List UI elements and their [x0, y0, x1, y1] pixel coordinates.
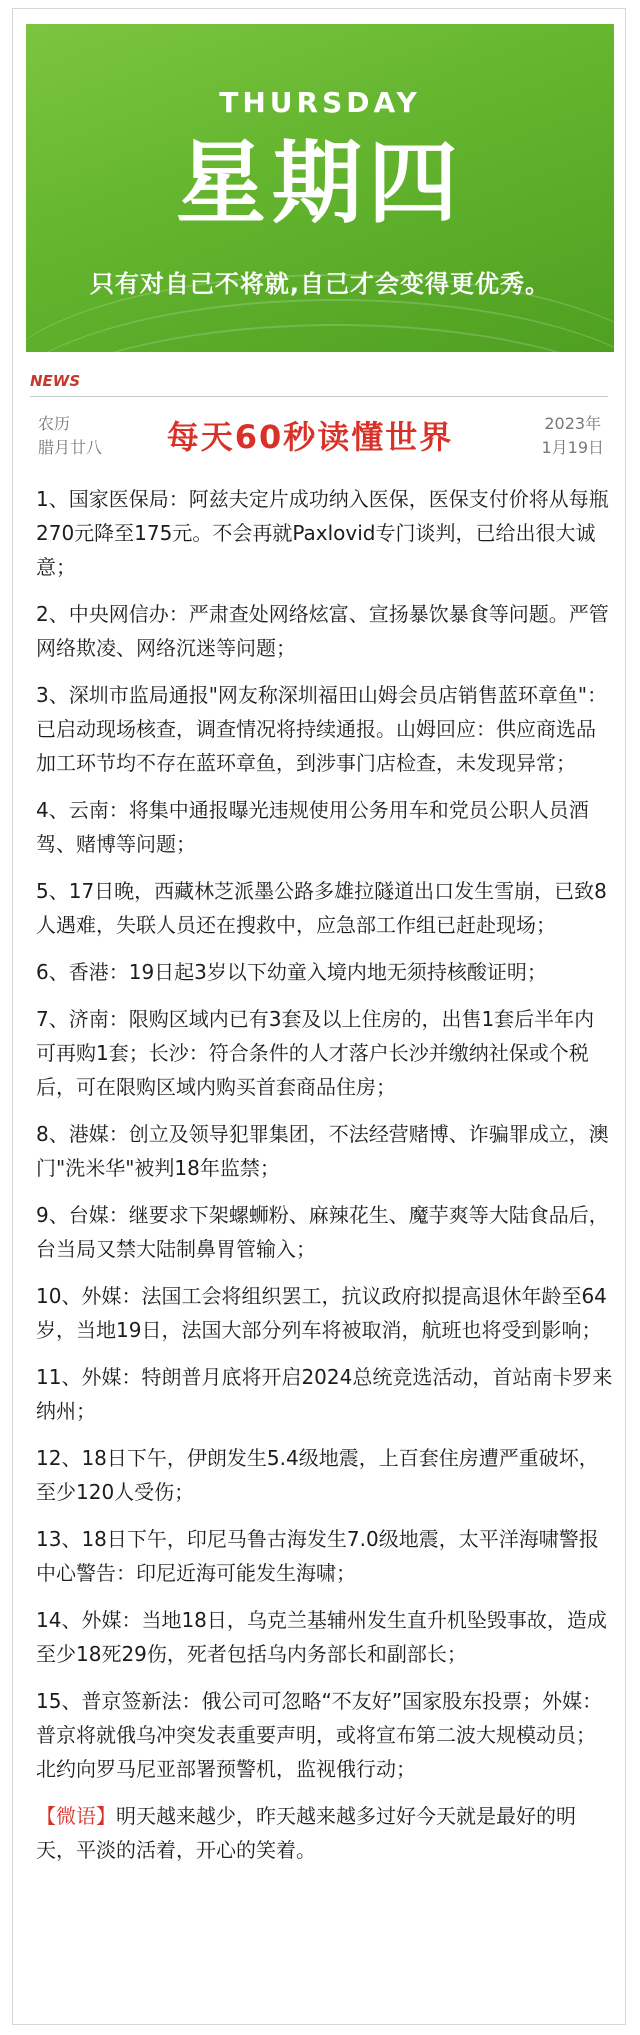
gregorian-date-block — [541, 412, 604, 460]
daily-motto: 只有对自己不将就,自己才会变得更优秀。 — [89, 270, 551, 298]
lunar-label: 农历 — [38, 414, 71, 433]
weekday-chinese: 星期四 — [176, 131, 464, 236]
news-item: 11、外媒：特朗普月底将开启2024总统竞选活动，首站南卡罗来纳州； — [36, 1365, 613, 1423]
date-day: 1月19日 — [541, 438, 604, 457]
news-item: 3、深圳市监局通报"网友称深圳福田山姆会员店销售蓝环章鱼"：已启动现场核查，调查情况将持续通报。山姆回应：供应商选品加工环节均不存在蓝环章鱼，到涉事门店检查，未发现异常； — [36, 683, 608, 775]
news-item: 4、云南：将集中通报曝光违规使用公务用车和党员公职人员酒驾、赌博等问题； — [36, 798, 589, 856]
news-item: 2、中央网信办：严肃查处网络炫富、宣扬暴饮暴食等问题。严管网络欺凌、网络沉迷等问题； — [36, 602, 609, 660]
page-title: 每天60秒读懂世界 — [166, 418, 454, 456]
news-item: 9、台媒：继要求下架螺蛳粉、麻辣花生、魔芋爽等大陆食品后，台当局又禁大陆制鼻胃管输入； — [36, 1203, 609, 1261]
news-item: 14、外媒：当地18日，乌克兰基辅州发生直升机坠毁事故，造成至少18死29伤，死者包括乌内务部长和副部长； — [36, 1608, 607, 1666]
news-item: 1、国家医保局：阿兹夫定片成功纳入医保，医保支付价将从每瓶270元降至175元。不会再就Paxlovid专门谈判，已给出很大诚意； — [36, 487, 609, 579]
weekday-english: THURSDAY — [219, 86, 421, 119]
news-item: 15、普京签新法：俄公司可忽略“不友好”国家股东投票；外媒：普京将就俄乌冲突发表重要声明，或将宣布第二波大规模动员；北约向罗马尼亚部署预警机，监视俄行动； — [36, 1689, 603, 1781]
weekday-banner — [26, 24, 614, 352]
quote-label: 【微语】 — [36, 1804, 116, 1828]
quote-text: 明天越来越少，昨天越来越多过好今天就是最好的明天，平淡的活着，开心的笑着。 — [36, 1804, 576, 1862]
news-list — [36, 482, 614, 1867]
news-item: 10、外媒：法国工会将组织罢工，抗议政府拟提高退休年龄至64岁，当地19日，法国大部分列车将被取消，航班也将受到影响； — [36, 1284, 607, 1342]
news-item: 7、济南：限购区域内已有3套及以上住房的，出售1套后半年内可再购1套；长沙：符合条件的人才落户长沙并缴纳社保或个税后，可在限购区域内购买首套商品住房； — [36, 1007, 595, 1099]
news-item: 12、18日下午，伊朗发生5.4级地震，上百套住房遭严重破坏，至少120人受伤； — [36, 1446, 599, 1504]
news-divider — [30, 396, 608, 397]
lunar-date: 腊月廿八 — [38, 438, 103, 457]
news-item: 6、香港：19日起3岁以下幼童入境内地无须持核酸证明； — [36, 960, 547, 984]
news-item: 8、港媒：创立及领导犯罪集团，不法经营赌博、诈骗罪成立，澳门"洗米华"被判18年监禁； — [36, 1122, 609, 1180]
news-tag: NEWS — [30, 372, 81, 390]
date-year: 2023年 — [544, 414, 602, 433]
news-item: 5、17日晚，西藏林芝派墨公路多雄拉隧道出口发生雪崩，已致8人遇难，失联人员还在搜救中，应急部工作组已赶赴现场； — [36, 879, 607, 937]
news-item: 13、18日下午，印尼马鲁古海发生7.0级地震，太平洋海啸警报中心警告：印尼近海可能发生海啸； — [36, 1527, 599, 1585]
daily-quote — [36, 1799, 614, 1867]
lunar-date-block — [38, 412, 102, 460]
